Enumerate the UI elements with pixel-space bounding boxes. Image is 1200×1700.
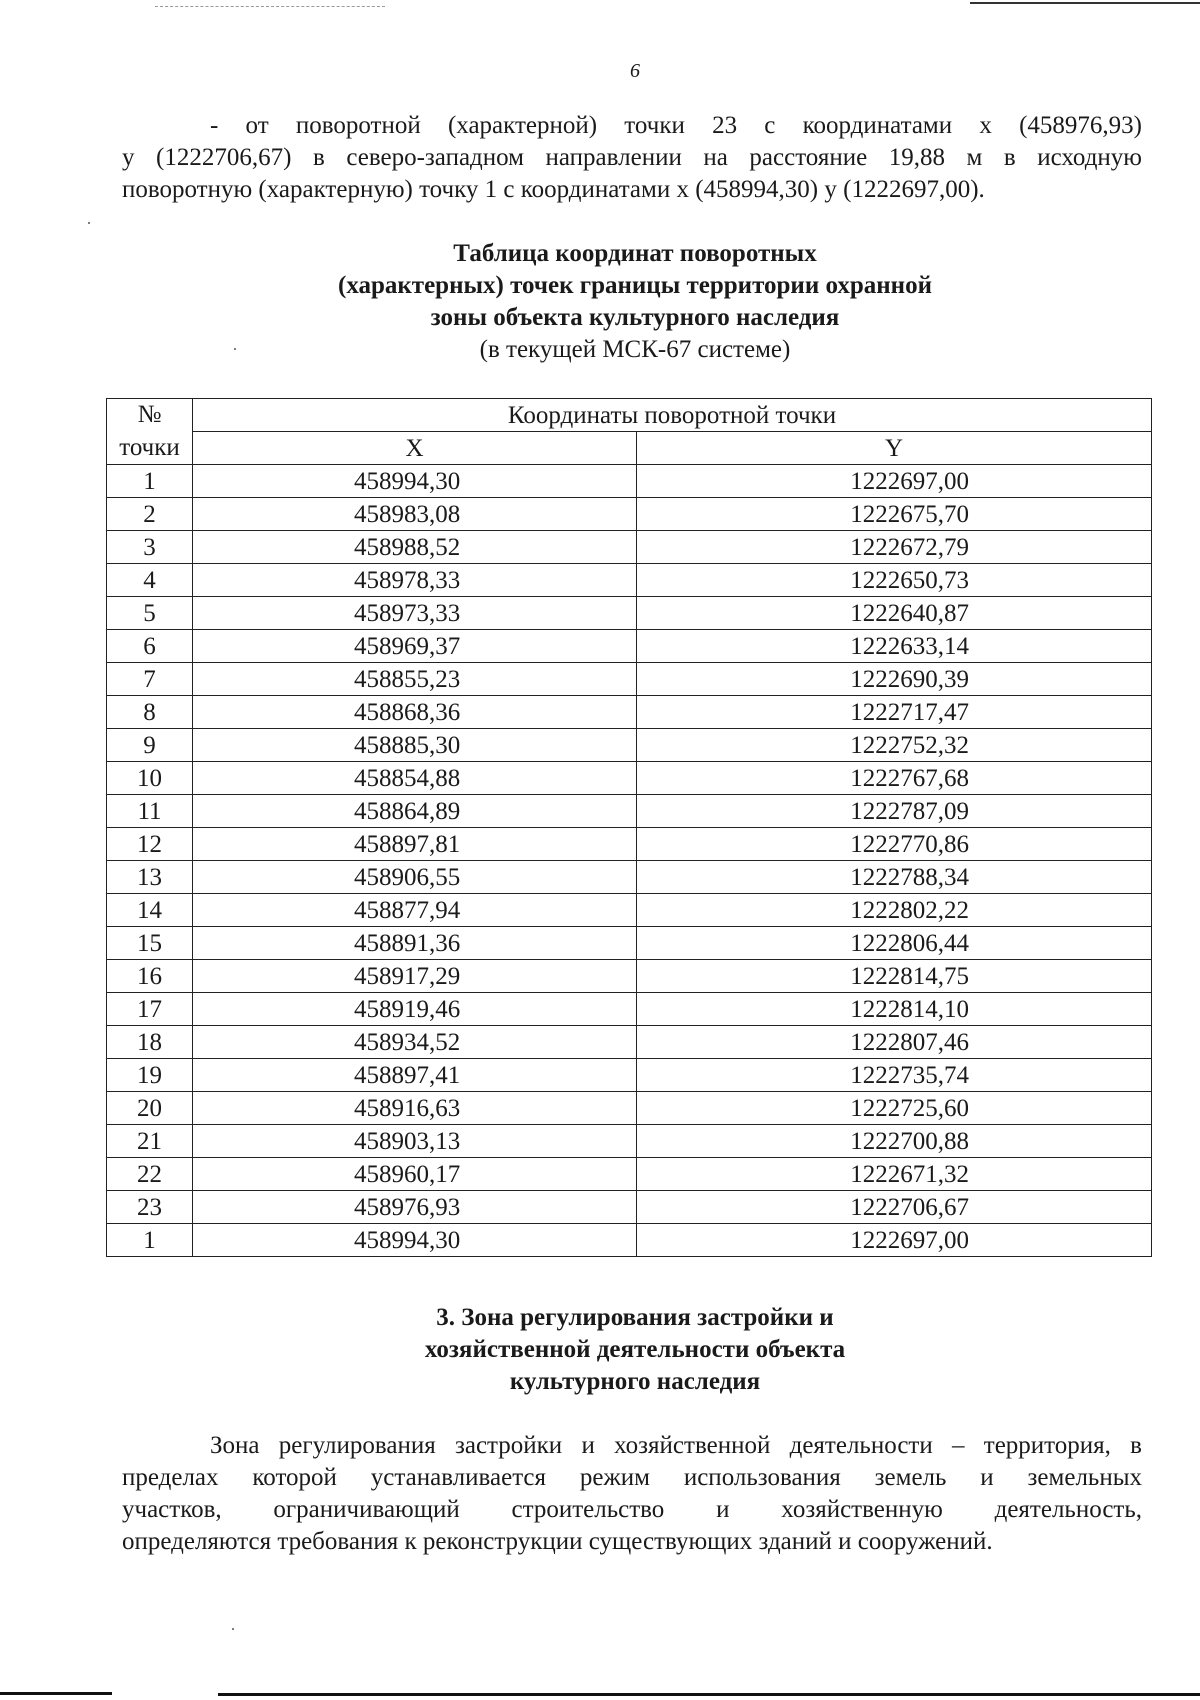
table-row xyxy=(107,1224,1152,1257)
cell-y-coordinate: 1222807,46 xyxy=(637,1026,1152,1059)
cell-point-number: 1 xyxy=(107,465,193,498)
cell-point-number: 19 xyxy=(107,1059,193,1092)
cell-point-number: 2 xyxy=(107,498,193,531)
table-title-line-2: (характерных) точек границы территории охранной xyxy=(338,272,932,299)
table-subtitle: (в текущей МСК-67 системе) xyxy=(479,336,791,363)
cell-point-number: 1 xyxy=(107,1224,193,1257)
cell-x-coordinate: 458994,30 xyxy=(193,1224,637,1257)
cell-x-coordinate: 458868,36 xyxy=(193,696,637,729)
cell-y-coordinate: 1222767,68 xyxy=(637,762,1152,795)
bottom-scan-rule-left xyxy=(0,1692,112,1695)
cell-y-coordinate: 1222806,44 xyxy=(637,927,1152,960)
cell-y-coordinate: 1222672,79 xyxy=(637,531,1152,564)
cell-y-coordinate: 1222802,22 xyxy=(637,894,1152,927)
header-x: X xyxy=(193,432,637,465)
table-row xyxy=(107,498,1152,531)
table-row xyxy=(107,1125,1152,1158)
cell-point-number: 5 xyxy=(107,597,193,630)
scan-speck xyxy=(88,222,90,224)
cell-point-number: 23 xyxy=(107,1191,193,1224)
cell-x-coordinate: 458891,36 xyxy=(193,927,637,960)
top-scan-rule-left xyxy=(155,6,385,7)
cell-x-coordinate: 458983,08 xyxy=(193,498,637,531)
cell-point-number: 21 xyxy=(107,1125,193,1158)
cell-point-number: 11 xyxy=(107,795,193,828)
cell-x-coordinate: 458897,41 xyxy=(193,1059,637,1092)
header-num-bottom: точки xyxy=(107,432,193,465)
header-num-top: № xyxy=(107,399,193,432)
cell-point-number: 10 xyxy=(107,762,193,795)
cell-y-coordinate: 1222690,39 xyxy=(637,663,1152,696)
table-row xyxy=(107,828,1152,861)
header-y: Y xyxy=(637,432,1152,465)
cell-point-number: 20 xyxy=(107,1092,193,1125)
cell-point-number: 15 xyxy=(107,927,193,960)
cell-point-number: 22 xyxy=(107,1158,193,1191)
cell-y-coordinate: 1222697,00 xyxy=(637,465,1152,498)
top-scan-rule-right xyxy=(970,2,1200,4)
header-coordinates-group: Координаты поворотной точки xyxy=(193,399,1152,432)
cell-x-coordinate: 458976,93 xyxy=(193,1191,637,1224)
table-header-row xyxy=(107,399,1152,432)
table-row xyxy=(107,861,1152,894)
cell-x-coordinate: 458854,88 xyxy=(193,762,637,795)
cell-point-number: 7 xyxy=(107,663,193,696)
table-row xyxy=(107,993,1152,1026)
cell-x-coordinate: 458934,52 xyxy=(193,1026,637,1059)
coordinates-table xyxy=(106,398,1152,1257)
table-row xyxy=(107,1059,1152,1092)
cell-x-coordinate: 458885,30 xyxy=(193,729,637,762)
intro-paragraph xyxy=(122,110,1142,206)
section-3-heading xyxy=(100,1302,1170,1398)
cell-y-coordinate: 1222814,10 xyxy=(637,993,1152,1026)
cell-y-coordinate: 1222725,60 xyxy=(637,1092,1152,1125)
body-paragraph xyxy=(122,1430,1142,1558)
section-heading-line-1: 3. Зона регулирования застройки и xyxy=(436,1304,834,1331)
table-title xyxy=(100,238,1170,366)
cell-y-coordinate: 1222788,34 xyxy=(637,861,1152,894)
cell-point-number: 6 xyxy=(107,630,193,663)
table-row xyxy=(107,894,1152,927)
intro-line-3: поворотную (характерную) точку 1 с координатами х (458994,30) у (1222697,00). xyxy=(122,176,985,203)
cell-x-coordinate: 458960,17 xyxy=(193,1158,637,1191)
table-subheader-row xyxy=(107,432,1152,465)
table-row xyxy=(107,564,1152,597)
cell-x-coordinate: 458973,33 xyxy=(193,597,637,630)
table-row xyxy=(107,1158,1152,1191)
table-row xyxy=(107,1191,1152,1224)
cell-point-number: 8 xyxy=(107,696,193,729)
cell-point-number: 17 xyxy=(107,993,193,1026)
cell-x-coordinate: 458919,46 xyxy=(193,993,637,1026)
cell-x-coordinate: 458978,33 xyxy=(193,564,637,597)
cell-y-coordinate: 1222671,32 xyxy=(637,1158,1152,1191)
cell-x-coordinate: 458969,37 xyxy=(193,630,637,663)
cell-x-coordinate: 458855,23 xyxy=(193,663,637,696)
page-number: 6 xyxy=(630,60,640,82)
cell-point-number: 18 xyxy=(107,1026,193,1059)
cell-y-coordinate: 1222640,87 xyxy=(637,597,1152,630)
cell-y-coordinate: 1222752,32 xyxy=(637,729,1152,762)
body-line-1: Зона регулирования застройки и хозяйственной деятельности – территория, в xyxy=(210,1432,1142,1459)
cell-y-coordinate: 1222697,00 xyxy=(637,1224,1152,1257)
section-heading-line-3: культурного наследия xyxy=(509,1368,761,1395)
section-heading-line-2: хозяйственной деятельности объекта xyxy=(424,1336,846,1363)
cell-point-number: 16 xyxy=(107,960,193,993)
table-row xyxy=(107,729,1152,762)
cell-y-coordinate: 1222650,73 xyxy=(637,564,1152,597)
cell-x-coordinate: 458877,94 xyxy=(193,894,637,927)
table-row xyxy=(107,663,1152,696)
table-row xyxy=(107,696,1152,729)
cell-y-coordinate: 1222706,67 xyxy=(637,1191,1152,1224)
table-row xyxy=(107,465,1152,498)
table-row xyxy=(107,1026,1152,1059)
table-title-line-1: Таблица координат поворотных xyxy=(453,240,817,267)
cell-point-number: 14 xyxy=(107,894,193,927)
cell-y-coordinate: 1222787,09 xyxy=(637,795,1152,828)
table-row xyxy=(107,597,1152,630)
cell-x-coordinate: 458897,81 xyxy=(193,828,637,861)
cell-x-coordinate: 458988,52 xyxy=(193,531,637,564)
body-line-2: пределах которой устанавливается режим использования земель и земельных xyxy=(122,1464,1142,1491)
table-row xyxy=(107,960,1152,993)
cell-x-coordinate: 458917,29 xyxy=(193,960,637,993)
cell-point-number: 12 xyxy=(107,828,193,861)
table-row xyxy=(107,795,1152,828)
cell-x-coordinate: 458906,55 xyxy=(193,861,637,894)
cell-x-coordinate: 458903,13 xyxy=(193,1125,637,1158)
cell-y-coordinate: 1222700,88 xyxy=(637,1125,1152,1158)
cell-y-coordinate: 1222814,75 xyxy=(637,960,1152,993)
scan-speck xyxy=(232,1628,234,1630)
table-row xyxy=(107,927,1152,960)
table-row xyxy=(107,1092,1152,1125)
table-row xyxy=(107,762,1152,795)
cell-y-coordinate: 1222675,70 xyxy=(637,498,1152,531)
body-line-3: участков, ограничивающий строительство и хозяйственную деятельность, xyxy=(122,1496,1142,1523)
table-row xyxy=(107,630,1152,663)
bottom-scan-rule-right xyxy=(218,1693,1200,1696)
cell-point-number: 13 xyxy=(107,861,193,894)
table-title-line-3: зоны объекта культурного наследия xyxy=(430,304,840,331)
cell-x-coordinate: 458994,30 xyxy=(193,465,637,498)
cell-point-number: 9 xyxy=(107,729,193,762)
cell-x-coordinate: 458864,89 xyxy=(193,795,637,828)
cell-point-number: 4 xyxy=(107,564,193,597)
body-line-4: определяются требования к реконструкции существующих зданий и сооружений. xyxy=(122,1528,993,1555)
table-row xyxy=(107,531,1152,564)
cell-y-coordinate: 1222735,74 xyxy=(637,1059,1152,1092)
cell-point-number: 3 xyxy=(107,531,193,564)
table-body xyxy=(107,465,1152,1257)
cell-y-coordinate: 1222770,86 xyxy=(637,828,1152,861)
intro-line-1: - от поворотной (характерной) точки 23 с координатами х (458976,93) xyxy=(210,112,1142,139)
cell-y-coordinate: 1222717,47 xyxy=(637,696,1152,729)
cell-x-coordinate: 458916,63 xyxy=(193,1092,637,1125)
cell-y-coordinate: 1222633,14 xyxy=(637,630,1152,663)
intro-line-2: у (1222706,67) в северо-западном направлении на расстояние 19,88 м в исходную xyxy=(122,144,1142,171)
